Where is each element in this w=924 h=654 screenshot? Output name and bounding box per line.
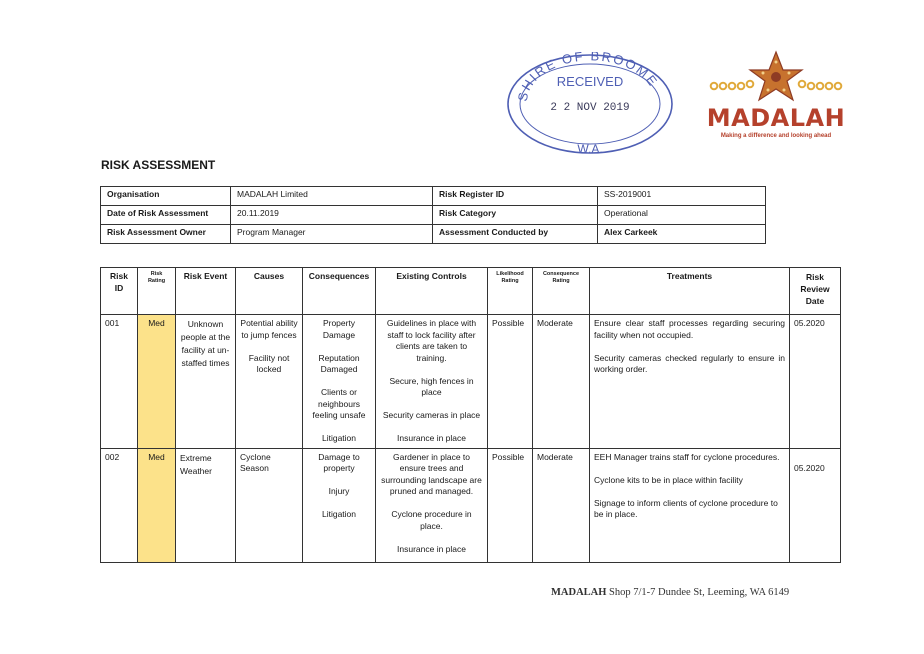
header-risk-id: Risk ID xyxy=(101,268,138,315)
table-row xyxy=(101,448,841,562)
consequence-text: Property Damage xyxy=(322,318,356,340)
header-existing-controls: Existing Controls xyxy=(376,268,488,315)
cause-text: Cyclone Season xyxy=(240,451,271,473)
table-row xyxy=(101,315,841,449)
header-treatments: Treatments xyxy=(590,268,790,315)
cell-controls xyxy=(376,315,488,449)
consequence-text: Litigation xyxy=(321,509,357,519)
cell-likelihood: Possible xyxy=(488,448,533,562)
cell-treatments xyxy=(590,448,790,562)
cell-consequence-rating: Moderate xyxy=(533,315,590,449)
received-stamp xyxy=(505,52,675,156)
cell-risk-rating: Med xyxy=(138,315,176,449)
control-text: Cyclone procedure in place. xyxy=(391,509,472,531)
stamp-top-text: SHIRE OF BROOME xyxy=(514,52,662,103)
info-label: Risk Category xyxy=(433,206,598,225)
cell-consequences xyxy=(303,315,376,449)
info-label: Assessment Conducted by xyxy=(433,225,598,244)
footer-address-text: Shop 7/1-7 Dundee St, Leeming, WA 6149 xyxy=(609,587,790,598)
cell-risk-event: Unknown people at the facility at un-staffed times xyxy=(176,315,236,449)
starfish-icon xyxy=(705,50,847,106)
review-date-text: 05.2020 xyxy=(794,463,825,473)
info-label: Risk Assessment Owner xyxy=(101,225,231,244)
header-consequences: Consequences xyxy=(303,268,376,315)
header-causes: Causes xyxy=(236,268,303,315)
cell-consequence-rating: Moderate xyxy=(533,448,590,562)
info-value: MADALAH Limited xyxy=(231,187,433,206)
info-value: Operational xyxy=(598,206,766,225)
consequence-text: Injury xyxy=(328,486,350,496)
treatment-text: Cyclone kits to be in place within facility xyxy=(594,474,743,485)
cause-text: Facility not locked xyxy=(248,352,290,374)
stamp-date: 2 2 NOV 2019 xyxy=(550,102,630,114)
cell-causes xyxy=(236,315,303,449)
control-text: Secure, high fences in place xyxy=(389,375,474,397)
info-value: Program Manager xyxy=(231,225,433,244)
treatment-text: Signage to inform clients of cyclone procedure to be in place. xyxy=(594,497,778,519)
cell-risk-id: 001 xyxy=(101,315,138,449)
cell-controls xyxy=(376,448,488,562)
cell-review-date xyxy=(790,448,841,562)
info-value: 20.11.2019 xyxy=(231,206,433,225)
info-label: Risk Register ID xyxy=(433,187,598,206)
control-text: Security cameras in place xyxy=(382,410,481,420)
consequence-text: Litigation xyxy=(321,433,357,443)
risk-table xyxy=(100,267,841,563)
treatment-text: EEH Manager trains staff for cyclone procedures. xyxy=(594,451,780,462)
logo-tagline: Making a difference and looking ahead xyxy=(720,133,832,139)
page-title: RISK ASSESSMENT xyxy=(101,158,216,172)
control-text: Insurance in place xyxy=(397,433,466,443)
info-label: Date of Risk Assessment xyxy=(101,206,231,225)
cause-text: Potential ability to jump fences xyxy=(240,318,298,340)
table-header-row xyxy=(101,268,841,315)
stamp-received-text: RECEIVED xyxy=(556,74,624,89)
control-text: Gardener in place to ensure trees and surrounding landscape are pruned and managed. xyxy=(381,451,482,496)
info-label: Organisation xyxy=(101,187,231,206)
consequence-text: Damage to property xyxy=(318,451,360,473)
header-consequence-rating: Consequence Rating xyxy=(533,268,590,315)
info-row xyxy=(101,187,766,206)
header-risk-rating: Risk Rating xyxy=(138,268,176,315)
footer-org: MADALAH xyxy=(551,587,607,598)
treatment-text: Ensure clear staff processes regarding securing facility when not occupied. xyxy=(594,318,785,340)
header-likelihood: Likelihood Rating xyxy=(488,268,533,315)
control-text: Guidelines in place with staff to lock facility after clients are taken to training. xyxy=(386,318,477,363)
header-risk-event: Risk Event xyxy=(176,268,236,315)
consequence-text: Clients or neighbours feeling unsafe xyxy=(312,387,366,420)
footer-address xyxy=(551,587,789,598)
cell-causes xyxy=(236,448,303,562)
madalah-logo xyxy=(705,50,855,142)
cell-consequences xyxy=(303,448,376,562)
cell-risk-id: 002 xyxy=(101,448,138,562)
treatment-text: Security cameras checked regularly to ensure in working order. xyxy=(594,352,785,374)
cell-risk-event: Extreme Weather xyxy=(176,448,236,562)
logo-wordmark: MADALAH xyxy=(706,104,846,132)
stamp-bottom-text: W.A. xyxy=(577,142,603,156)
cell-risk-rating: Med xyxy=(138,448,176,562)
consequence-text: Reputation Damaged xyxy=(318,352,360,374)
info-row xyxy=(101,225,766,244)
info-row xyxy=(101,206,766,225)
cell-review-date: 05.2020 xyxy=(790,315,841,449)
info-table xyxy=(100,186,766,244)
info-value: Alex Carkeek xyxy=(598,225,766,244)
header-review-date: Risk Review Date xyxy=(790,268,841,315)
control-text: Insurance in place xyxy=(397,543,466,554)
info-value: SS-2019001 xyxy=(598,187,766,206)
cell-likelihood: Possible xyxy=(488,315,533,449)
cell-treatments xyxy=(590,315,790,449)
